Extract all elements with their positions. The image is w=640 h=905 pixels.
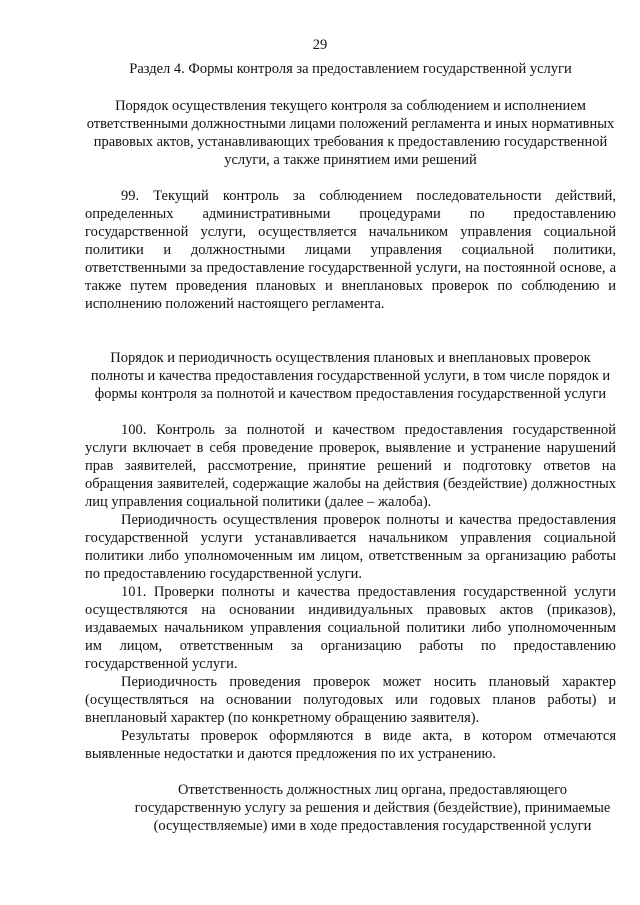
- paragraph-101-results: Результаты проверок оформляются в виде акта, в котором отмечаются выявленные недостатки и даются предложения по их устранению.: [85, 728, 616, 762]
- paragraph-101-periodicity: Периодичность проведения проверок может носить плановый характер (осуществляться на основании полугодовых или годовых планов работы) и внеплановый характер (по конкретному обращению заявителя).: [85, 674, 616, 726]
- paragraph-100-periodicity: Периодичность осуществления проверок полноты и качества предоставления государственной услуги устанавливается начальником управления социальной политики либо уполномоченным им лицом, ответственным за организацию работы по предоставлению государственной услуги.: [85, 512, 616, 582]
- paragraph-100: 100. Контроль за полнотой и качеством предоставления государственной услуги включает в себя проведение проверок, выявление и устранение нарушений прав заявителей, рассмотрение, принятие решений и подготовку ответов на обращения заявителей, содержащие жалобы на действия (бездействие) должностных лиц управления социальной политики (далее – жалоба).: [85, 422, 616, 510]
- heading-inspections: Порядок и периодичность осуществления плановых и внеплановых проверок полноты и качества предоставления государственной услуги, в том числе порядок и формы контроля за полнотой и качеством предоставления государственной услуги: [90, 350, 611, 402]
- paragraph-99: 99. Текущий контроль за соблюдением последовательности действий, определенных административными процедурами по предоставлению государственной услуги, осуществляется начальником управления социальной политики и должностными лицами управления социальной политики, ответственными за предоставление государственной услуги, на постоянной основе, а также путем проведения плановых и внеплановых проверок по соблюдению и исполнению положений настоящего регламента.: [85, 188, 616, 312]
- document-body: [85, 60, 616, 853]
- section-title: Раздел 4. Формы контроля за предоставлением государственной услуги: [129, 61, 572, 77]
- spacer: [85, 313, 616, 349]
- page-number: 29: [312, 37, 328, 53]
- heading-responsibility: Ответственность должностных лиц органа, предоставляющего государственную услугу за решения и действия (бездействие), принимаемые (осуществляемые) ими в ходе предоставления государственной услуги: [134, 782, 611, 834]
- heading-current-control: Порядок осуществления текущего контроля за соблюдением и исполнением ответственными должностными лицами положений регламента и иных нормативных правовых актов, устанавливающих требования к предоставлению государственной услуги, а также принятием ими решений: [86, 98, 615, 168]
- spacer: [85, 763, 616, 781]
- paragraph-101: 101. Проверки полноты и качества предоставления государственной услуги осуществляются на основании индивидуальных правовых актов (приказов), издаваемых начальником управления социальной политики либо уполномоченным им лицом, ответственным за организацию работы по предоставлению государственной услуги.: [85, 584, 616, 672]
